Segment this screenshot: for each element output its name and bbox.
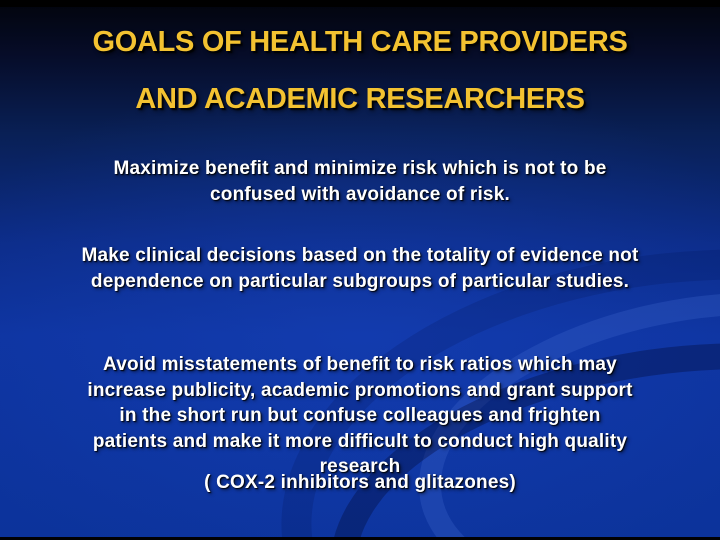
paragraph-line: Make clinical decisions based on the totality of evidence not	[81, 245, 639, 266]
slide-title-line-1: GOALS OF HEALTH CARE PROVIDERS	[92, 26, 628, 58]
paragraph-line: ( COX-2 inhibitors and glitazones)	[204, 472, 516, 493]
paragraph-maximize-benefit	[0, 156, 720, 207]
slide-title	[0, 14, 720, 128]
paragraph-cox2-examples	[0, 470, 720, 496]
paragraph-line: dependence on particular subgroups of particular studies.	[90, 270, 630, 292]
paragraph-avoid-misstatements	[0, 352, 720, 480]
paragraph-clinical-decisions	[0, 243, 720, 294]
slide-title-line-2: AND ACADEMIC RESEARCHERS	[135, 83, 585, 115]
paragraph-line: Maximize benefit and minimize risk which is not to be	[113, 158, 607, 179]
paragraph-line: research	[319, 456, 401, 477]
top-frame-bar	[0, 0, 720, 7]
paragraph-line: Avoid misstatements of benefit to risk ratios which may	[103, 354, 617, 375]
paragraph-line: confused with avoidance of risk.	[210, 183, 510, 205]
paragraph-line: in the short run but confuse colleagues and frighten	[119, 405, 601, 426]
paragraph-line: patients and make it more difficult to conduct high quality	[92, 430, 628, 452]
paragraph-line: increase publicity, academic promotions and grant support	[87, 379, 633, 401]
